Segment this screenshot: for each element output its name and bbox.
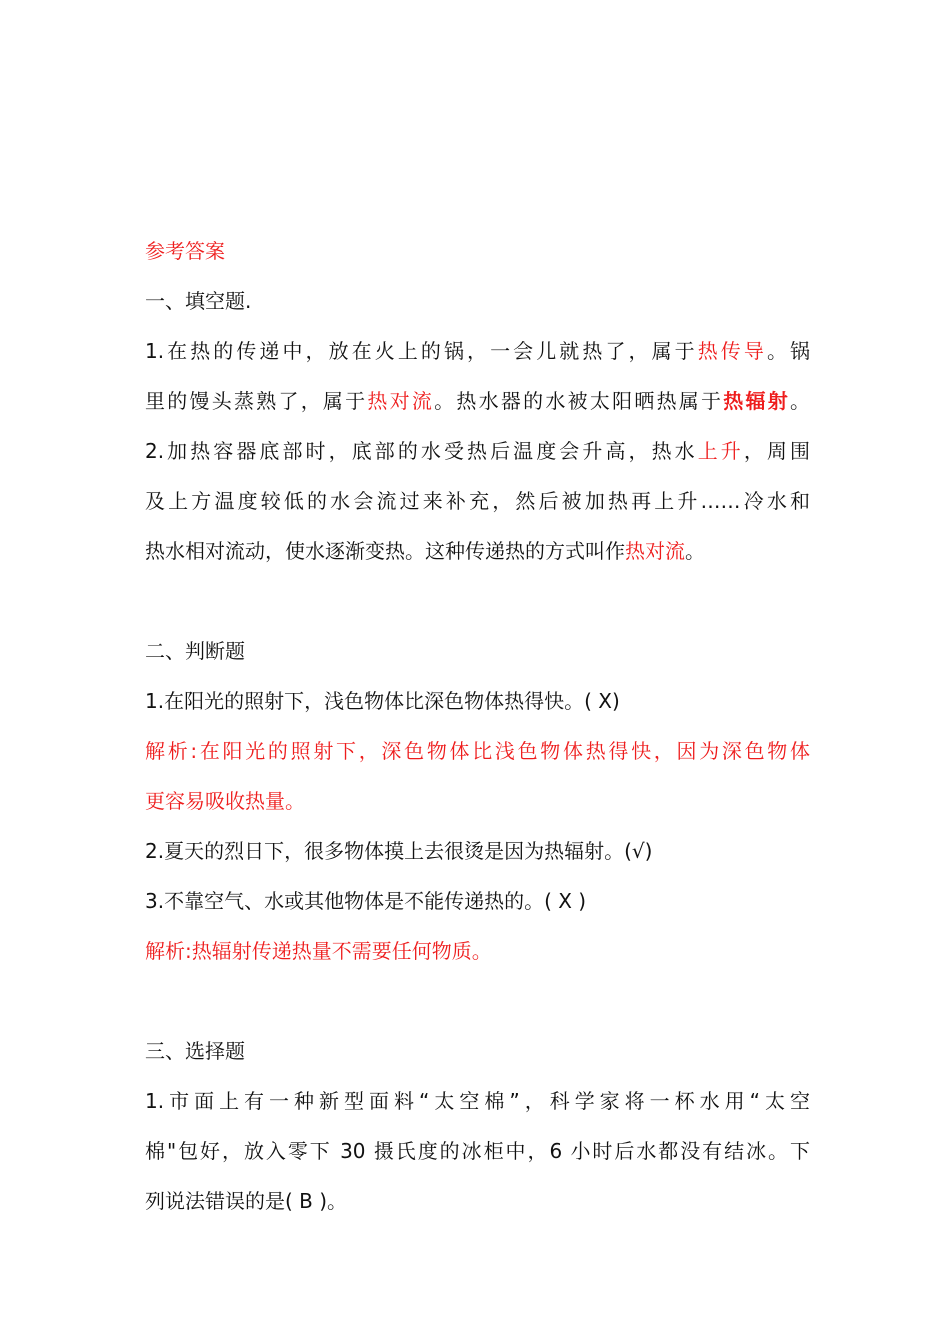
text: 。锅 [766,339,811,363]
fill-blank-q1-line2 [145,376,810,426]
true-false-q1: 1.在阳光的照射下，浅色物体比深色物体热得快。( X) [145,689,620,713]
answer-heat-convection: 热对流 [367,389,435,413]
answer-heat-radiation: 热辐射 [723,389,791,413]
answer-document [145,226,810,1226]
choice-q1-line1: 1.市面上有一种新型面料“太空棉”，科学家将一杯水用“太空 [145,1089,810,1113]
section-heading-fill-blank: 一、填空题. [145,289,252,313]
section-heading-true-false: 二、判断题 [145,639,245,663]
answer-rise: 上升 [697,439,744,463]
text: 里的馒头蒸熟了，属于 [145,389,368,413]
fill-blank-q2-line2: 及上方温度较低的水会流过来补充，然后被加热再上升……冷水和 [145,489,810,513]
text: 2.加热容器底部时，底部的水受热后温度会升高，热水 [145,439,698,463]
choice-q1-line3: 列说法错误的是( B )。 [145,1189,348,1213]
text: ，周围 [743,439,810,463]
text: 。 [685,539,705,563]
answer-convection: 热对流 [625,539,685,563]
choice-q1-line2: 棉"包好，放入零下 30 摄氏度的冰柜中，6 小时后水都没有结冰。下 [145,1139,810,1163]
true-false-q1-explanation-line2: 更容易吸收热量。 [145,789,305,813]
fill-blank-q2-line3 [145,526,810,576]
answer-heat-conduction: 热传导 [697,339,767,363]
text: 热水相对流动，使水逐渐变热。这种传递热的方式叫作 [145,539,625,563]
fill-blank-q2-line1 [145,426,810,476]
section-heading-multiple-choice: 三、选择题 [145,1039,245,1063]
text: 。热水器的水被太阳晒热属于 [434,389,724,413]
text: 。 [790,389,811,413]
true-false-q2: 2.夏天的烈日下，很多物体摸上去很烫是因为热辐射。(√) [145,839,653,863]
true-false-q3-explanation: 解析:热辐射传递热量不需要任何物质。 [145,939,492,963]
fill-blank-q1-line1 [145,326,810,376]
spacer [145,976,810,1026]
true-false-q1-explanation-line1: 解析:在阳光的照射下，深色物体比浅色物体热得快，因为深色物体 [145,739,810,763]
true-false-q3: 3.不靠空气、水或其他物体是不能传递热的。( X ) [145,889,587,913]
spacer [145,576,810,626]
text: 1.在热的传递中，放在火上的锅，一会儿就热了，属于 [145,339,698,363]
answer-title: 参考答案 [145,239,225,263]
